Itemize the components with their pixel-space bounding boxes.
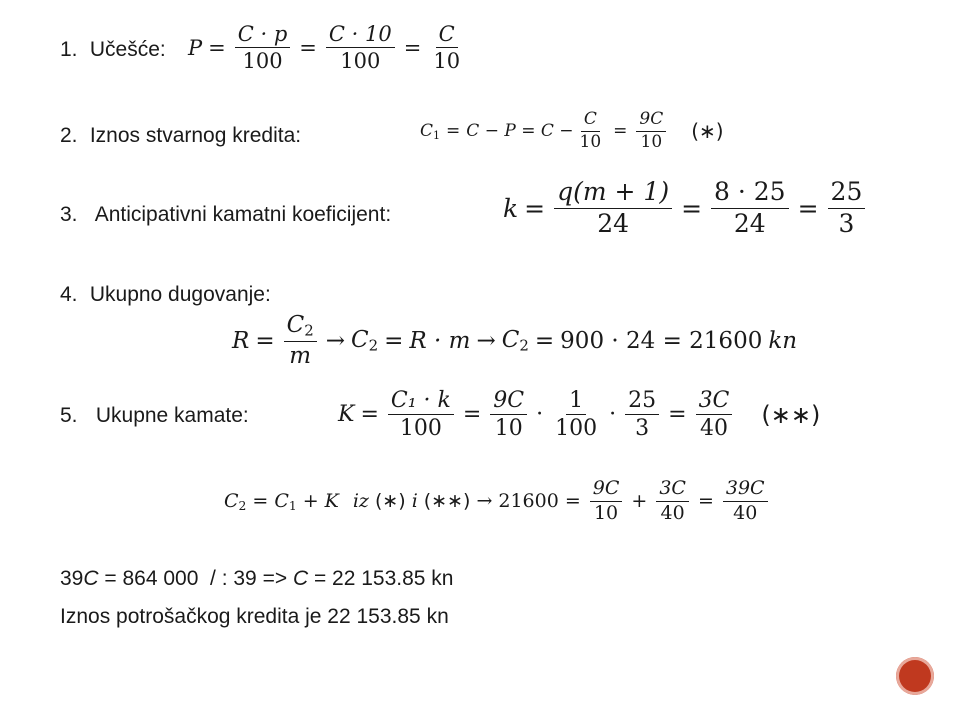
item-2-number: 2. xyxy=(60,124,78,147)
item-3-number: 3. xyxy=(60,203,78,226)
formula-participation: P = $\frac{C \cdot p}{100}$ = $\frac{C \cdot 10}{100}$ = $\frac{C}{10}$ xyxy=(188,22,461,74)
item-2 xyxy=(60,124,301,148)
formula-real-credit: $C_1$ = C − P = C − $\frac{C}{10}$ = $\frac{9C}{10}$ (∗) xyxy=(420,109,724,152)
tag-single-star: (∗) xyxy=(691,119,724,144)
formula-combined: $C_2$ = $C_1$ + K iz (∗) i (∗∗) → 21600 = $\frac{9C}{10}$ + $\frac{3C}{40}$ = $\frac{39C}{40}$ xyxy=(224,478,771,525)
item-5 xyxy=(60,404,249,428)
item-4-number: 4. xyxy=(60,283,78,306)
item-5-label: Ukupne kamate: xyxy=(95,404,249,427)
conclusion-text: Iznos potrošačkog kredita je 22 153.85 kn xyxy=(60,605,449,628)
result-line: 39C = 864 000 / : 39 => C = 22 153.85 kn xyxy=(60,567,454,590)
item-1 xyxy=(60,38,166,62)
item-3-label: Anticipativni kamatni koeficijent: xyxy=(94,203,392,226)
tag-double-star: (∗∗) xyxy=(761,400,821,429)
item-4 xyxy=(60,283,271,307)
page-number xyxy=(924,677,926,686)
item-2-label: Iznos stvarnog kredita: xyxy=(89,124,302,147)
item-1-label: Učešće: xyxy=(89,38,166,61)
item-5-number: 5. xyxy=(60,404,78,427)
formula-total-debt: R = $\frac{C_2}{m}$ → $C_2$ = R · m → $C_2$ = 900 · 24 = 21600 kn xyxy=(232,312,798,369)
formula-total-interest: K = $\frac{\text{C₁ · k}}{100}$ = $\frac{9C}{10}$ · $\frac{1}{100}$ · $\frac{25}{3}$ = $\frac{3C}{40}$ (∗∗) xyxy=(338,388,821,442)
item-3 xyxy=(60,203,391,227)
page-number-badge xyxy=(896,657,934,695)
item-1-number: 1. xyxy=(60,38,78,61)
formula-coefficient: k = $\frac{q(m + 1)}{24}$ = $\frac{8 \cdot 25}{24}$ = $\frac{25}{3}$ xyxy=(503,178,868,239)
item-4-label: Ukupno dugovanje: xyxy=(89,283,271,306)
